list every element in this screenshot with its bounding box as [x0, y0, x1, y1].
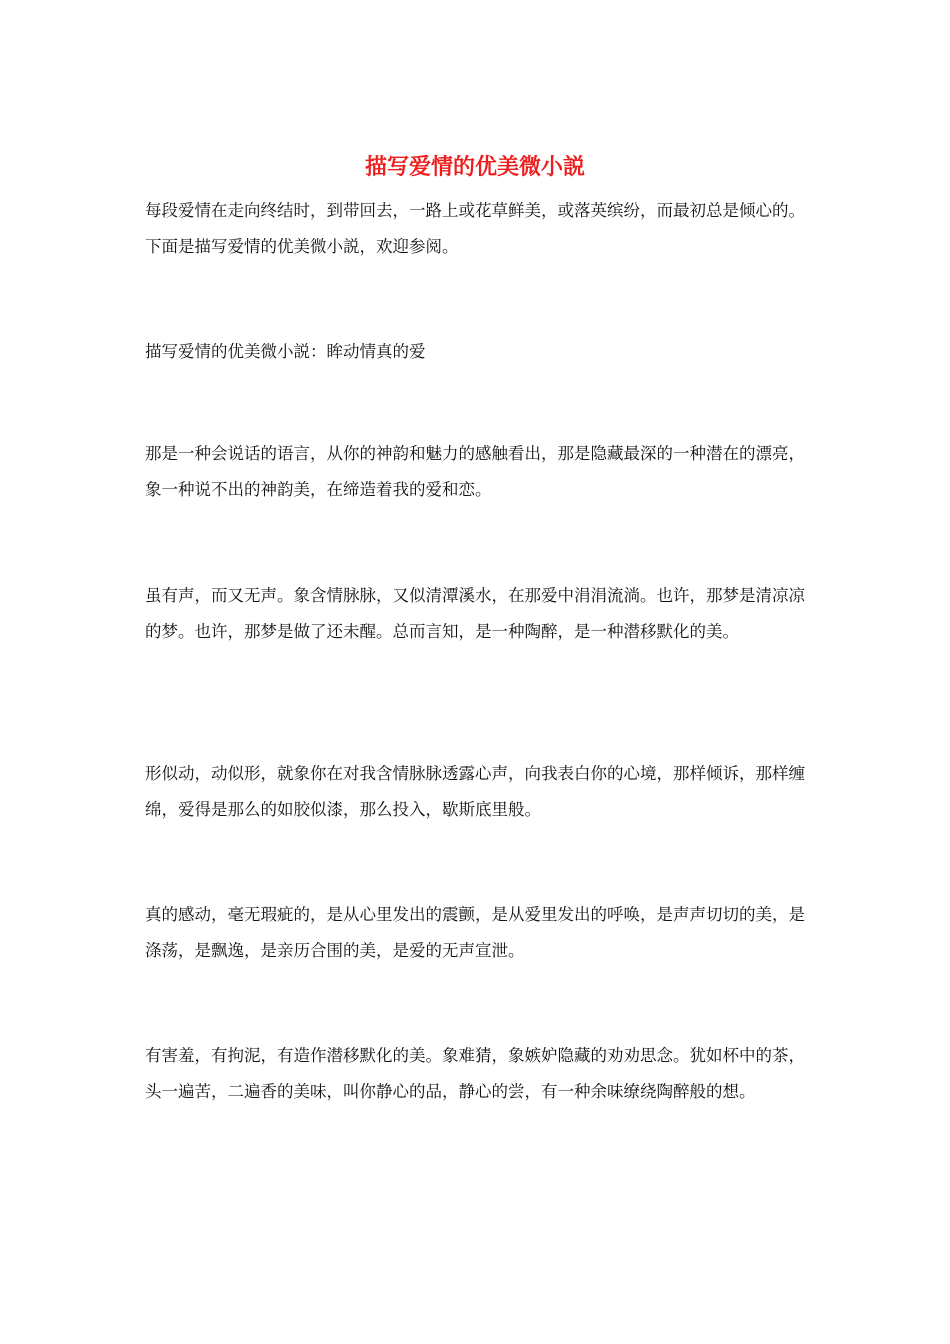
page-title: 描写爱情的优美微小説: [364, 154, 585, 180]
body-paragraph: 形似动，动似形，就象你在对我含情脉脉透露心声，向我表白你的心境，那样倾诉，那样缠绵，爱得是那么的如胶似漆，那么投入，歇斯底里般。: [145, 764, 805, 819]
body-paragraph: 真的感动，毫无瑕疵的，是从心里发出的震颤，是从爱里发出的呼唤，是声声切切的美，是涤荡，是飘逸，是亲历合围的美，是爱的无声宣泄。: [145, 905, 805, 960]
intro-paragraph: 每段爱情在走向终结时，到带回去，一路上或花草鲜美，或落英缤纷，而最初总是倾心的。下面是描写爱情的优美微小説，欢迎参阅。: [145, 201, 805, 256]
body-paragraph: 虽有声，而又无声。象含情脉脉，又似清潭溪水，在那爱中涓涓流淌。也许，那梦是清凉凉的梦。也许，那梦是做了还未醒。总而言知，是一种陶醉，是一种潜移默化的美。: [145, 586, 805, 641]
section-heading: 描写爱情的优美微小説：眸动情真的爱: [145, 342, 426, 361]
body-paragraph: 有害羞，有拘泥，有造作潜移默化的美。象难猜，象嫉妒隐藏的劝劝思念。犹如杯中的茶，头一遍苦，二遍香的美味，叫你静心的品，静心的尝，有一种余味缭绕陶醉般的想。: [145, 1046, 805, 1101]
body-paragraph: 那是一种会说话的语言，从你的神韵和魅力的感触看出，那是隐藏最深的一种潜在的漂亮，象一种说不出的神韵美，在缔造着我的爱和恋。: [145, 444, 805, 499]
